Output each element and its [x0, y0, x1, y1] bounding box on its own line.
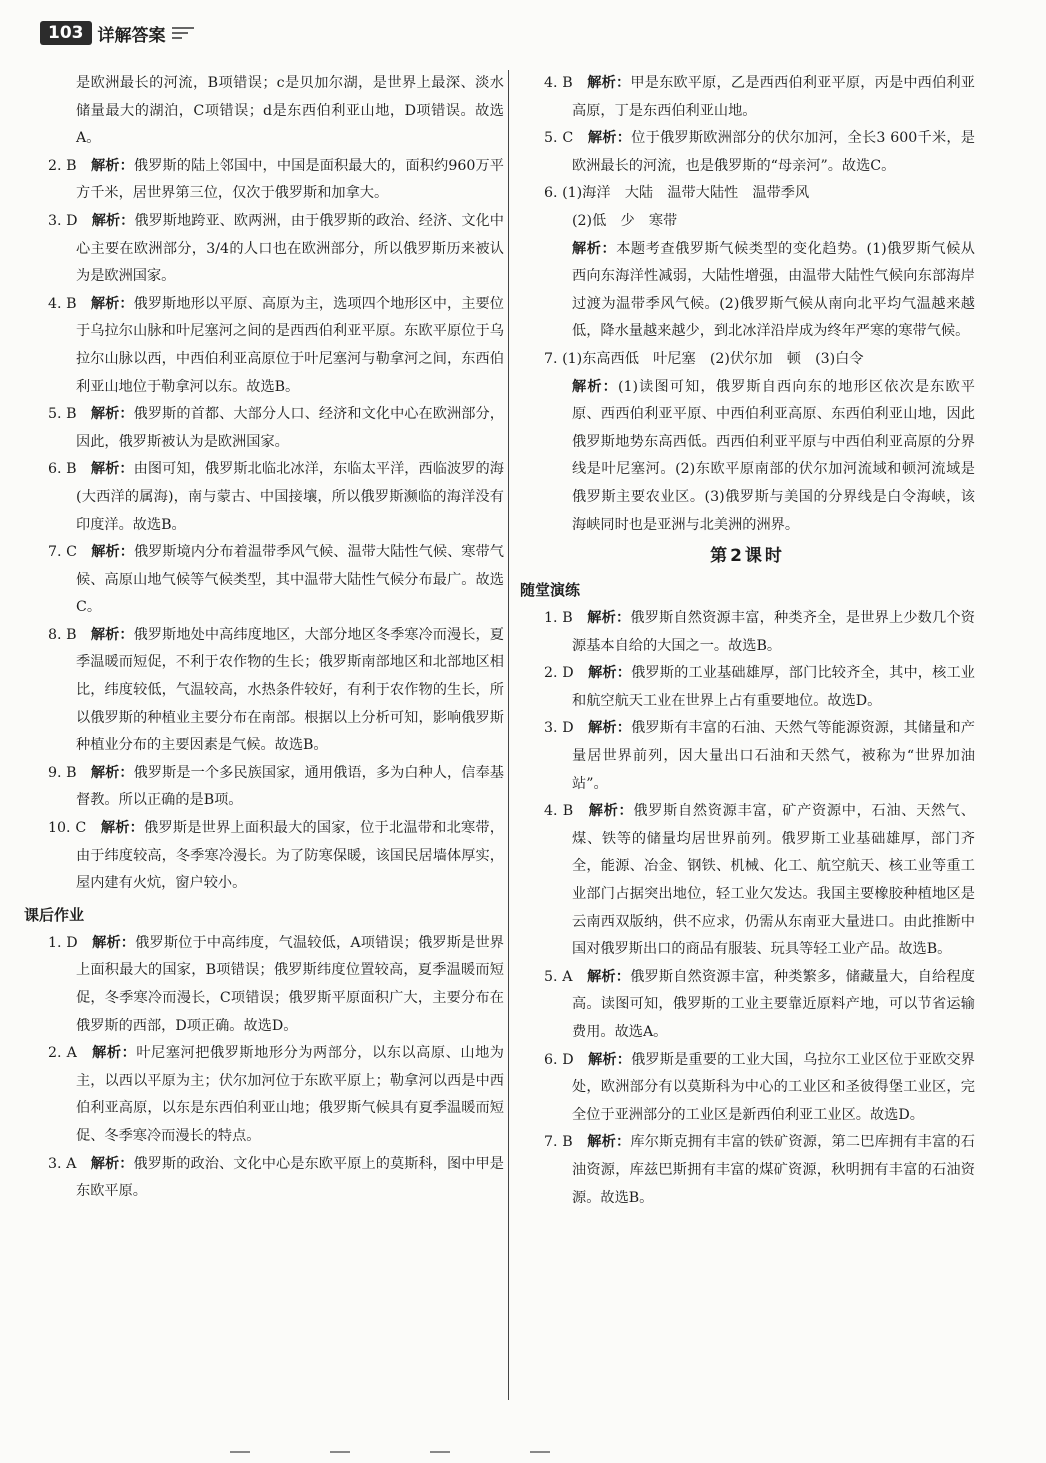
answer-item: [520, 180, 975, 208]
analysis-label: 解析：: [90, 406, 134, 423]
section-heading: 课后作业: [24, 905, 85, 924]
analysis-text: 库尔斯克拥有丰富的铁矿资源，第二巴库拥有丰富的石油资源，库兹巴斯拥有丰富的煤矿资源，秋明拥有丰富的石油资源。故选B。: [572, 1134, 975, 1206]
analysis-label: 解析：: [588, 1051, 632, 1068]
answer-choice: D: [562, 720, 574, 737]
answer-number: 7.: [544, 350, 558, 367]
left-column: [24, 70, 504, 1206]
analysis-text: 俄罗斯的陆上邻国中，中国是面积最大的，面积约960万平方千米，居世界第三位，仅次于俄罗斯和加拿大。: [76, 157, 504, 202]
answer-item: [520, 660, 975, 715]
analysis-text: 俄罗斯自然资源丰富，种类齐全，是世界上少数几个资源基本自给的大国之一。故选B。: [572, 610, 975, 654]
answer-choice: (1)东高西低 叶尼塞 (2)伏尔加 顿 (3)白令: [562, 350, 864, 367]
analysis-text: 俄罗斯地形以平原、高原为主，选项四个地形区中，主要位于乌拉尔山脉和叶尼塞河之间的是西西伯利亚平原。东欧平原位于乌拉尔山脉以西，中西伯利亚高原位于叶尼塞河与勒拿河之间，东西伯利亚山地位于勒拿河以东。故选B。: [76, 295, 504, 395]
right-column: [520, 70, 975, 1212]
answer-number: 5.: [544, 968, 558, 985]
answer-item: [24, 622, 504, 760]
analysis-text: 位于俄罗斯欧洲部分的伏尔加河，全长3 600千米，是欧洲最长的河流，也是俄罗斯的“母亲河”。故选C。: [572, 130, 975, 174]
analysis-text: 俄罗斯地跨亚、欧两洲，由于俄罗斯的政治、经济、文化中心主要在欧洲部分，3/4的人口也在欧洲部分，所以俄罗斯历来被认为是欧洲国家。: [76, 212, 504, 285]
analysis-text: 俄罗斯的首都、大部分人口、经济和文化中心在欧洲部分，因此，俄罗斯被认为是欧洲国家。: [76, 406, 504, 450]
page-header: [40, 18, 194, 48]
answer-number: 3.: [48, 1155, 62, 1172]
answer-number: 4.: [544, 75, 558, 91]
answer-choice: B: [562, 610, 573, 627]
analysis-label: 解析：: [587, 968, 631, 985]
answer-choice: A: [562, 968, 573, 985]
analysis-label: 解析：: [588, 720, 632, 737]
column-divider: [508, 70, 509, 1400]
answer-number: 6.: [544, 185, 558, 202]
answer-number: 7.: [48, 544, 62, 561]
answer-item: [520, 715, 975, 798]
analysis-text: 俄罗斯境内分布着温带季风气候、温带大陆性气候、寒带气候、高原山地气候等气候类型，其中温带大陆性气候分布最广。故选C。: [76, 544, 504, 616]
answer-text: (2)低 少 寒带: [572, 212, 678, 229]
answer-item: [520, 605, 975, 660]
analysis-label: 解析：: [588, 665, 632, 682]
answer-number: 10.: [48, 820, 71, 837]
answer-continuation: 是欧洲最长的河流，B项错误；c是贝加尔湖，是世界上最深、淡水储量最大的湖泊，C项错误；d是东西伯利亚山地，D项错误。故选A。: [76, 75, 504, 147]
analysis-label: 解析：: [91, 212, 135, 229]
answer-number: 3.: [48, 212, 62, 229]
analysis-text: 叶尼塞河把俄罗斯地形分为两部分，以东以高原、山地为主，以西以平原为主；伏尔加河位于东欧平原上；勒拿河以西是中西伯利亚高原，以东是东西伯利亚山地；俄罗斯气候具有夏季温暖而短促、冬季寒冷而漫长的特点。: [76, 1045, 504, 1144]
answer-number: 1.: [544, 610, 558, 627]
answer-choice: (1)海洋 大陆 温带大陆性 温带季风: [562, 185, 810, 202]
answer-number: 8.: [48, 626, 62, 643]
answer-item: [520, 1047, 975, 1130]
analysis-label: 解析：: [588, 803, 634, 820]
answer-item: [24, 291, 504, 401]
analysis-label: 解析：: [91, 544, 134, 561]
footer-marks: [230, 1451, 550, 1455]
analysis-text: 本题考查俄罗斯气候类型的变化趋势。(1)俄罗斯气候从西向东海洋性减弱，大陆性增强，由温带大陆性气候向东部海岸过渡为温带季风气候。(2)俄罗斯气候从南向北平均气温越来越低，降水量越来越少，到北冰洋沿岸成为终年严寒的寒带气候。: [572, 240, 975, 340]
answer-choice: B: [562, 803, 574, 820]
answer-analysis: [520, 374, 975, 540]
page-number: 103: [40, 21, 92, 45]
answer-item: [24, 153, 504, 208]
analysis-text: 由图可知，俄罗斯北临北冰洋，东临太平洋，西临波罗的海(大西洋的属海)，南与蒙古、中国接壤，所以俄罗斯濒临的海洋没有印度洋。故选B。: [76, 461, 504, 533]
analysis-label: 解析：: [100, 820, 145, 837]
analysis-text: 俄罗斯是世界上面积最大的国家，位于北温带和北寒带，由于纬度较高，冬季寒冷漫长。为了防寒保暖，该国民居墙体厚实，屋内建有火炕，窗户较小。: [76, 820, 504, 892]
answer-number: 2.: [48, 1045, 62, 1062]
answer-number: 4.: [544, 803, 558, 820]
answer-item: [24, 456, 504, 539]
answer-number: 1.: [48, 934, 62, 951]
answer-item: [520, 798, 975, 964]
analysis-text: (1)读图可知，俄罗斯自西向东的地形区依次是东欧平原、西西伯利亚平原、中西伯利亚高原、东西伯利亚山地，因此俄罗斯地势东高西低。西西伯利亚平原与中西伯利亚高原的分界线是叶尼塞河。(2)东欧平原南部的伏尔加河流域和顿河流域是俄罗斯主要农业区。(3)俄罗斯与美国的分界线是白令海峡，该海峡同时也是亚洲与北美洲的洲界。: [572, 378, 975, 533]
answer-choice: C: [562, 130, 574, 147]
answer-choice: B: [562, 1134, 573, 1151]
answer-item: [24, 930, 504, 1040]
analysis-text: 俄罗斯位于中高纬度，气温较低，A项错误；俄罗斯是世界上面积最大的国家，B项错误；俄罗斯纬度位置较高，夏季温暖而短促，冬季寒冷而漫长，C项错误；俄罗斯平原面积广大，主要分布在俄罗斯的西部，D项正确。故选D。: [76, 934, 504, 1034]
answer-choice: D: [66, 212, 78, 229]
answer-item: [24, 208, 504, 291]
header-title: 详解答案: [97, 25, 166, 46]
answer-number: 5.: [544, 130, 558, 147]
answer-number: 7.: [544, 1134, 558, 1151]
answer-choice: D: [562, 1051, 574, 1068]
answer-item: [24, 1151, 504, 1206]
lesson-heading: 第2课时: [710, 546, 785, 567]
answer-choice: B: [66, 764, 77, 781]
answer-item: [24, 815, 504, 898]
analysis-text: 俄罗斯是一个多民族国家，通用俄语，多为白种人，信奉基督教。所以正确的是B项。: [76, 764, 504, 809]
analysis-text: 俄罗斯地处中高纬度地区，大部分地区冬季寒冷而漫长，夏季温暖而短促，不利于农作物的生长；俄罗斯南部地区和北部地区相比，纬度较低，气温较高，水热条件较好，有利于农作物的生长，所以俄罗斯的种植业主要分布在南部。根据以上分析可知，影响俄罗斯种植业分布的主要因素是气候。故选B。: [76, 626, 504, 754]
answer-item: [24, 539, 504, 622]
analysis-text: 俄罗斯自然资源丰富，矿产资源中，石油、天然气、煤、铁等的储量均居世界前列。俄罗斯工业基础雄厚，部门齐全，能源、冶金、钢铁、机械、化工、航空航天、核工业等重工业部门占据突出地位，轻工业欠发达。我国主要橡胶种植地区是云南西双版纳，供不应求，仍需从东南亚大量进口。由此推断中国对俄罗斯出口的商品有服装、玩具等轻工业产品。故选B。: [572, 803, 975, 958]
header-decoration: [172, 27, 194, 39]
analysis-label: 解析：: [90, 764, 134, 781]
answer-item: [520, 964, 975, 1047]
answer-choice: A: [66, 1045, 77, 1062]
answer-number: 6.: [544, 1051, 558, 1068]
answer-choice: B: [66, 626, 77, 643]
answer-choice: A: [66, 1155, 77, 1172]
answer-choice: C: [75, 820, 87, 837]
answer-choice: B: [66, 157, 77, 174]
analysis-label: 解析：: [92, 934, 136, 951]
analysis-label: 解析：: [91, 157, 134, 174]
analysis-label: 解析：: [90, 295, 134, 312]
answer-choice: C: [66, 544, 77, 561]
answer-number: 6.: [48, 461, 62, 478]
answer-number: 3.: [544, 720, 558, 737]
analysis-label: 解析：: [92, 1045, 137, 1062]
answer-number: 5.: [48, 406, 62, 423]
analysis-text: 俄罗斯有丰富的石油、天然气等能源资源，其储量和产量居世界前列，因大量出口石油和天然气，被称为“世界加油站”。: [572, 720, 975, 792]
analysis-label: 解析：: [572, 378, 618, 395]
answer-item: [24, 1040, 504, 1150]
answer-item: [520, 125, 975, 180]
analysis-text: 俄罗斯的工业基础雄厚，部门比较齐全，其中，核工业和航空航天工业在世界上占有重要地位。故选D。: [572, 665, 975, 709]
analysis-label: 解析：: [572, 240, 617, 257]
answer-number: 9.: [48, 764, 62, 781]
analysis-label: 解析：: [587, 610, 631, 627]
analysis-text: 俄罗斯自然资源丰富，种类繁多，储藏量大，自给程度高。读图可知，俄罗斯的工业主要靠近原料产地，可以节省运输费用。故选A。: [572, 968, 975, 1040]
answer-number: 4.: [48, 295, 62, 312]
analysis-label: 解析：: [90, 461, 134, 478]
answer-analysis: [520, 236, 975, 346]
answer-item: [24, 760, 504, 815]
answer-number: 2.: [544, 665, 558, 682]
answer-item: [520, 1129, 975, 1212]
analysis-text: 俄罗斯的政治、文化中心是东欧平原上的莫斯科，图中甲是东欧平原。: [76, 1155, 504, 1200]
answer-item: [520, 70, 975, 125]
answer-subline: [520, 208, 975, 236]
answer-choice: B: [66, 461, 77, 478]
analysis-label: 解析：: [90, 1155, 134, 1172]
answer-item: [520, 346, 975, 374]
analysis-label: 解析：: [587, 75, 631, 91]
analysis-text: 俄罗斯是重要的工业大国，乌拉尔工业区位于亚欧交界处，欧洲部分有以莫斯科为中心的工业区和圣彼得堡工业区，完全位于亚洲部分的工业区是新西伯利亚工业区。故选D。: [572, 1051, 975, 1123]
answer-choice: B: [66, 406, 77, 423]
answer-item: [24, 401, 504, 456]
analysis-text: 甲是东欧平原，乙是西西伯利亚平原，丙是中西伯利亚高原，丁是东西伯利亚山地。: [572, 75, 975, 119]
answer-choice: B: [562, 75, 573, 91]
section-heading: 随堂演练: [520, 581, 581, 600]
answer-choice: D: [562, 665, 574, 682]
answer-choice: B: [66, 295, 77, 312]
analysis-label: 解析：: [587, 130, 632, 147]
analysis-label: 解析：: [587, 1134, 631, 1151]
answer-number: 2.: [48, 157, 62, 174]
analysis-label: 解析：: [90, 626, 134, 643]
answer-choice: D: [66, 934, 78, 951]
